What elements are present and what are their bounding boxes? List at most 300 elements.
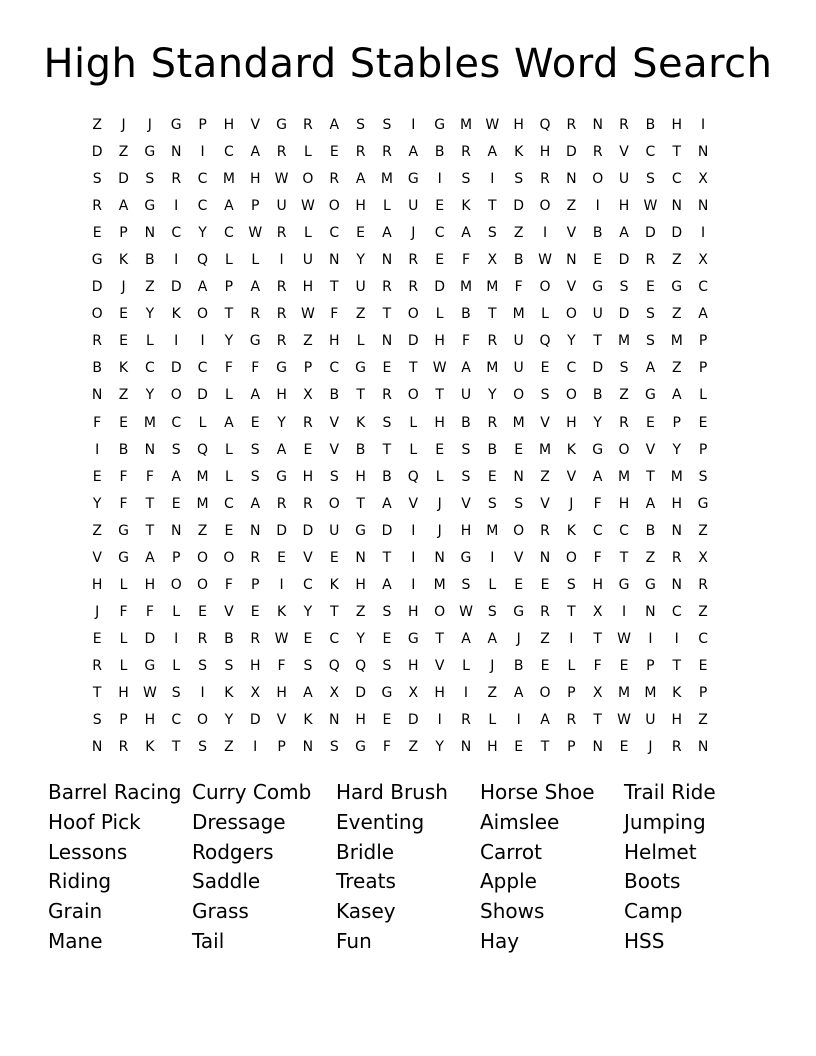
grid-letter: B bbox=[513, 657, 524, 674]
grid-letter: E bbox=[382, 360, 392, 377]
grid-letter: S bbox=[461, 576, 471, 593]
grid-letter: N bbox=[697, 144, 709, 161]
grid-letter: C bbox=[592, 522, 603, 539]
grid-letter: S bbox=[145, 171, 155, 188]
grid-letter: J bbox=[437, 522, 442, 539]
grid-letter: U bbox=[302, 252, 314, 269]
grid-letter: R bbox=[645, 252, 656, 269]
grid-letter: U bbox=[592, 306, 603, 323]
grid-letter: T bbox=[356, 387, 365, 404]
grid-letter: L bbox=[356, 333, 365, 350]
grid-letter: A bbox=[171, 468, 181, 485]
grid-letter: C bbox=[698, 630, 708, 647]
grid-letter: F bbox=[119, 468, 128, 485]
grid-letter: L bbox=[488, 576, 497, 593]
grid-letter: G bbox=[460, 549, 472, 566]
grid-letter: H bbox=[671, 117, 682, 133]
grid-letter: K bbox=[118, 360, 129, 377]
grid-letter: Y bbox=[356, 630, 365, 647]
grid-letter: T bbox=[171, 739, 181, 756]
grid-letter: N bbox=[671, 576, 682, 593]
grid-letter: B bbox=[382, 468, 392, 485]
grid-letter: G bbox=[592, 441, 604, 458]
grid-letter: K bbox=[514, 144, 524, 161]
grid-letter: O bbox=[539, 279, 551, 296]
grid-letter: L bbox=[119, 657, 128, 674]
grid-letter: Z bbox=[671, 252, 682, 269]
grid-letter: C bbox=[619, 522, 629, 539]
grid-letter: M bbox=[222, 171, 235, 188]
grid-letter: X bbox=[408, 684, 419, 701]
grid-letter: D bbox=[618, 306, 630, 323]
grid-letter: D bbox=[671, 225, 683, 242]
grid-letter: R bbox=[619, 414, 629, 431]
grid-letter: Z bbox=[355, 306, 366, 323]
grid-letter: S bbox=[487, 225, 497, 242]
grid-letter: E bbox=[250, 603, 260, 620]
grid-letter: B bbox=[145, 252, 155, 269]
grid-letter: L bbox=[488, 712, 497, 729]
grid-letter: R bbox=[566, 117, 577, 133]
grid-letter: L bbox=[567, 657, 576, 674]
grid-letter: M bbox=[644, 684, 657, 701]
grid-letter: V bbox=[303, 549, 313, 566]
grid-letter: W bbox=[643, 198, 658, 215]
grid-letter: E bbox=[619, 739, 629, 756]
grid-letter: J bbox=[648, 739, 653, 756]
grid-letter: P bbox=[303, 360, 313, 377]
word-list-item: Kasey bbox=[336, 899, 396, 924]
grid-letter: N bbox=[566, 171, 577, 188]
word-list-item: Dressage bbox=[192, 809, 286, 834]
grid-letter: P bbox=[198, 117, 207, 133]
grid-letter: X bbox=[698, 171, 708, 188]
word-list bbox=[48, 778, 768, 957]
word-list-item: Apple bbox=[480, 869, 537, 894]
grid-letter: D bbox=[618, 252, 630, 269]
grid-letter: X bbox=[592, 603, 603, 620]
grid-letter: R bbox=[540, 603, 550, 620]
grid-letter: C bbox=[566, 360, 577, 377]
grid-letter: B bbox=[329, 387, 340, 404]
grid-letter: E bbox=[540, 576, 550, 593]
grid-letter: Q bbox=[197, 441, 209, 458]
grid-letter: D bbox=[197, 387, 208, 404]
grid-letter: N bbox=[91, 387, 103, 404]
grid-letter: Y bbox=[198, 225, 207, 242]
grid-letter: U bbox=[618, 171, 630, 188]
grid-letter: H bbox=[302, 279, 314, 296]
grid-letter: E bbox=[645, 414, 655, 431]
grid-letter: B bbox=[645, 522, 656, 539]
grid-letter: O bbox=[328, 495, 340, 512]
grid-letter: T bbox=[329, 279, 339, 296]
grid-letter: S bbox=[461, 468, 471, 485]
grid-letter: P bbox=[251, 576, 260, 593]
grid-letter: P bbox=[277, 739, 286, 756]
grid-letter: H bbox=[276, 684, 287, 701]
grid-letter: U bbox=[513, 360, 524, 377]
grid-letter: V bbox=[92, 549, 102, 566]
grid-letter: M bbox=[618, 333, 631, 350]
grid-letter: C bbox=[671, 603, 682, 620]
grid-letter: E bbox=[92, 630, 102, 647]
grid-letter: P bbox=[672, 414, 681, 431]
grid-letter: I bbox=[174, 252, 179, 269]
grid-letter: E bbox=[619, 657, 629, 674]
grid-letter: R bbox=[276, 306, 287, 323]
grid-letter: E bbox=[593, 252, 603, 269]
grid-letter: R bbox=[197, 630, 208, 647]
grid-letter: A bbox=[329, 117, 340, 133]
grid-letter: N bbox=[539, 549, 551, 566]
grid-letter: C bbox=[671, 171, 682, 188]
grid-letter: E bbox=[514, 739, 524, 756]
grid-letter: G bbox=[91, 252, 103, 269]
grid-letter: H bbox=[118, 684, 129, 701]
grid-letter: T bbox=[356, 495, 365, 512]
grid-letter: T bbox=[92, 684, 102, 701]
grid-letter: N bbox=[144, 441, 156, 458]
grid-letter: V bbox=[329, 414, 340, 431]
grid-letter: S bbox=[645, 306, 655, 323]
grid-letter: T bbox=[145, 495, 155, 512]
grid-letter: T bbox=[435, 387, 444, 404]
grid-letter: I bbox=[569, 630, 574, 647]
grid-letter: B bbox=[224, 630, 234, 647]
grid-letter: K bbox=[118, 252, 129, 269]
grid-letter: D bbox=[381, 522, 393, 539]
grid-letter: D bbox=[118, 171, 129, 188]
grid-letter: M bbox=[433, 576, 446, 593]
grid-letter: N bbox=[170, 522, 182, 539]
grid-letter: E bbox=[119, 333, 128, 350]
grid-letter: M bbox=[618, 468, 631, 485]
grid-letter: V bbox=[513, 549, 524, 566]
grid-letter: G bbox=[407, 630, 419, 647]
grid-letter: A bbox=[250, 279, 261, 296]
grid-letter: K bbox=[145, 739, 155, 756]
grid-letter: A bbox=[461, 225, 471, 242]
grid-letter: L bbox=[224, 252, 233, 269]
grid-letter: S bbox=[198, 657, 207, 674]
grid-letter: E bbox=[645, 279, 655, 296]
grid-letter: M bbox=[380, 171, 393, 188]
grid-letter: W bbox=[459, 603, 473, 620]
grid-letter: E bbox=[514, 441, 524, 458]
grid-letter: C bbox=[303, 576, 313, 593]
grid-letter: N bbox=[566, 252, 577, 269]
grid-letter: A bbox=[408, 144, 419, 161]
grid-letter: I bbox=[411, 576, 416, 593]
grid-letter: I bbox=[437, 712, 442, 729]
grid-letter: F bbox=[514, 279, 523, 296]
word-list-item: Hoof Pick bbox=[48, 809, 141, 834]
grid-letter: O bbox=[407, 387, 419, 404]
grid-letter: L bbox=[224, 387, 233, 404]
grid-letter: O bbox=[539, 684, 551, 701]
grid-letter: E bbox=[382, 630, 392, 647]
grid-letter: I bbox=[542, 225, 548, 242]
grid-letter: O bbox=[513, 522, 525, 539]
grid-letter: A bbox=[382, 225, 392, 242]
grid-letter: W bbox=[538, 252, 552, 269]
grid-letter: A bbox=[250, 144, 261, 161]
word-list-item: Hay bbox=[480, 928, 520, 953]
grid-letter: A bbox=[197, 279, 208, 296]
grid-letter: P bbox=[171, 549, 181, 566]
grid-letter: F bbox=[251, 360, 260, 377]
grid-letter: P bbox=[567, 684, 576, 701]
grid-letter: Z bbox=[645, 549, 656, 566]
grid-letter: F bbox=[330, 306, 339, 323]
word-list-item: Jumping bbox=[624, 809, 706, 834]
grid-letter: V bbox=[566, 468, 577, 485]
grid-letter: L bbox=[119, 576, 128, 593]
grid-letter: P bbox=[698, 684, 708, 701]
grid-letter: A bbox=[645, 495, 656, 512]
word-list-item: Riding bbox=[48, 869, 112, 894]
grid-letter: Y bbox=[92, 495, 102, 512]
grid-letter: I bbox=[463, 684, 469, 701]
grid-letter: Z bbox=[540, 630, 550, 647]
grid-letter: E bbox=[329, 549, 339, 566]
grid-letter: H bbox=[144, 712, 156, 729]
grid-letter: H bbox=[355, 468, 366, 485]
grid-letter: H bbox=[618, 198, 630, 215]
grid-letter: U bbox=[460, 387, 472, 404]
grid-letter: I bbox=[621, 603, 627, 620]
grid-letter: R bbox=[276, 144, 287, 161]
grid-letter: T bbox=[672, 144, 682, 161]
grid-letter: A bbox=[382, 576, 392, 593]
grid-letter: D bbox=[276, 522, 287, 539]
grid-letter: C bbox=[197, 171, 208, 188]
grid-letter: V bbox=[434, 657, 445, 674]
grid-letter: R bbox=[250, 306, 261, 323]
grid-letter: R bbox=[355, 144, 366, 161]
grid-letter: M bbox=[459, 117, 473, 133]
grid-letter: H bbox=[434, 333, 445, 350]
grid-letter: I bbox=[174, 630, 179, 647]
grid-letter: S bbox=[329, 468, 339, 485]
grid-letter: R bbox=[698, 576, 708, 593]
grid-letter: L bbox=[409, 414, 418, 431]
grid-letter: W bbox=[301, 306, 315, 323]
grid-letter: Z bbox=[303, 333, 313, 350]
grid-letter: Y bbox=[224, 712, 234, 729]
grid-letter: N bbox=[249, 522, 261, 539]
grid-letter: V bbox=[566, 225, 577, 242]
grid-letter: X bbox=[487, 252, 498, 269]
grid-letter: G bbox=[276, 468, 287, 485]
grid-letter: S bbox=[382, 117, 392, 133]
grid-letter: U bbox=[276, 198, 287, 215]
grid-letter: I bbox=[411, 549, 416, 566]
grid-letter: R bbox=[276, 333, 287, 350]
grid-letter: M bbox=[512, 414, 525, 431]
grid-letter: I bbox=[437, 171, 442, 188]
grid-letter: W bbox=[301, 198, 315, 215]
grid-letter: F bbox=[593, 495, 602, 512]
word-list-item: Fun bbox=[336, 928, 372, 953]
grid-letter: X bbox=[592, 684, 603, 701]
grid-letter: G bbox=[249, 333, 261, 350]
grid-letter: A bbox=[487, 630, 498, 647]
grid-letter: V bbox=[250, 117, 261, 133]
grid-letter: Y bbox=[435, 739, 444, 756]
grid-letter: B bbox=[487, 441, 498, 458]
grid-letter: W bbox=[274, 630, 289, 647]
grid-letter: H bbox=[513, 117, 524, 133]
grid-letter: T bbox=[593, 333, 602, 350]
grid-letter: N bbox=[671, 198, 682, 215]
grid-letter: W bbox=[617, 630, 631, 647]
grid-letter: M bbox=[143, 414, 156, 431]
grid-letter: A bbox=[145, 549, 155, 566]
grid-letter: L bbox=[462, 657, 470, 674]
grid-letter: L bbox=[435, 306, 444, 323]
grid-letter: G bbox=[170, 117, 182, 133]
grid-letter: S bbox=[198, 739, 207, 756]
grid-letter: W bbox=[432, 360, 447, 377]
word-list-item: Carrot bbox=[480, 839, 542, 864]
grid-letter: A bbox=[698, 306, 708, 323]
grid-letter: T bbox=[409, 360, 418, 377]
grid-letter: U bbox=[329, 522, 340, 539]
grid-letter: P bbox=[646, 657, 655, 674]
grid-letter: Y bbox=[303, 603, 313, 620]
grid-letter: R bbox=[92, 198, 103, 215]
grid-letter: L bbox=[435, 468, 444, 485]
grid-letter: R bbox=[408, 279, 419, 296]
grid-letter: F bbox=[224, 576, 233, 593]
grid-letter: H bbox=[408, 657, 419, 674]
grid-letter: O bbox=[197, 306, 209, 323]
grid-letter: T bbox=[672, 657, 682, 674]
grid-letter: L bbox=[224, 441, 233, 458]
grid-letter: S bbox=[619, 360, 629, 377]
grid-letter: E bbox=[540, 360, 550, 377]
grid-letter: M bbox=[538, 441, 552, 458]
grid-letter: N bbox=[302, 739, 314, 756]
grid-letter: J bbox=[147, 117, 152, 133]
grid-letter: E bbox=[540, 657, 550, 674]
grid-letter: G bbox=[407, 171, 419, 188]
grid-letter: Y bbox=[356, 252, 365, 269]
grid-letter: D bbox=[355, 684, 366, 701]
grid-letter: T bbox=[567, 603, 576, 620]
grid-letter: N bbox=[697, 198, 709, 215]
grid-letter: E bbox=[487, 468, 497, 485]
grid-letter: V bbox=[408, 495, 419, 512]
grid-letter: O bbox=[513, 387, 525, 404]
grid-letter: O bbox=[91, 306, 103, 323]
grid-letter: O bbox=[197, 576, 209, 593]
grid-letter: P bbox=[251, 198, 260, 215]
grid-letter: Z bbox=[92, 117, 102, 133]
grid-letter: U bbox=[513, 333, 524, 350]
grid-letter: W bbox=[617, 712, 631, 729]
grid-letter: Q bbox=[355, 657, 367, 674]
grid-letter: E bbox=[435, 441, 445, 458]
grid-letter: N bbox=[329, 252, 340, 269]
grid-letter: H bbox=[671, 712, 682, 729]
grid-letter: M bbox=[670, 333, 683, 350]
grid-letter: L bbox=[304, 225, 312, 242]
grid-letter: G bbox=[144, 657, 156, 674]
word-list-item: Horse Shoe bbox=[480, 780, 595, 804]
grid-letter: G bbox=[592, 279, 604, 296]
grid-letter: M bbox=[486, 279, 499, 296]
grid-letter: K bbox=[224, 684, 234, 701]
grid-letter: Z bbox=[355, 603, 366, 620]
grid-letter: T bbox=[488, 306, 497, 323]
grid-letter: R bbox=[461, 144, 471, 161]
grid-letter: S bbox=[329, 739, 339, 756]
grid-letter: A bbox=[461, 630, 471, 647]
grid-letter: E bbox=[698, 414, 708, 431]
grid-letter: D bbox=[170, 360, 182, 377]
grid-letter: E bbox=[303, 441, 313, 458]
grid-letter: R bbox=[171, 171, 182, 188]
grid-letter: G bbox=[671, 279, 683, 296]
grid-letter: G bbox=[276, 117, 287, 133]
grid-letter: Z bbox=[671, 306, 682, 323]
grid-letter: I bbox=[200, 333, 205, 350]
grid-letter: C bbox=[698, 279, 708, 296]
grid-letter: G bbox=[276, 360, 287, 377]
grid-letter: H bbox=[618, 495, 630, 512]
grid-letter: S bbox=[250, 441, 260, 458]
grid-letter: J bbox=[490, 657, 495, 674]
grid-letter: G bbox=[355, 360, 367, 377]
grid-letter: I bbox=[648, 630, 653, 647]
grid-letter: Q bbox=[197, 252, 209, 269]
grid-letter: C bbox=[224, 144, 234, 161]
grid-letter: C bbox=[171, 225, 182, 242]
grid-letter: E bbox=[435, 198, 445, 215]
grid-letter: E bbox=[329, 144, 339, 161]
grid-letter: R bbox=[540, 171, 550, 188]
grid-letter: R bbox=[276, 495, 287, 512]
grid-letter: Z bbox=[224, 739, 234, 756]
grid-letter: Z bbox=[487, 684, 498, 701]
grid-letter: O bbox=[539, 198, 551, 215]
grid-letter: X bbox=[698, 252, 708, 269]
grid-letter: M bbox=[486, 360, 499, 377]
word-list-item: Treats bbox=[336, 869, 396, 894]
grid-letter: R bbox=[671, 739, 682, 756]
grid-letter: G bbox=[118, 549, 129, 566]
grid-letter: H bbox=[434, 684, 445, 701]
word-list-item: Boots bbox=[624, 869, 681, 894]
grid-letter: O bbox=[170, 387, 182, 404]
grid-letter: B bbox=[355, 441, 366, 458]
grid-letter: Z bbox=[92, 522, 102, 539]
grid-letter: I bbox=[411, 117, 416, 133]
grid-letter: U bbox=[408, 198, 419, 215]
grid-letter: H bbox=[434, 414, 445, 431]
grid-letter: Y bbox=[145, 387, 155, 404]
grid-letter: Z bbox=[118, 387, 129, 404]
grid-letter: E bbox=[171, 495, 181, 512]
grid-letter: V bbox=[329, 441, 340, 458]
word-list-item: Aimslee bbox=[480, 809, 560, 834]
word-list-item: Grain bbox=[48, 899, 103, 924]
grid-letter: Z bbox=[698, 522, 708, 539]
grid-letter: T bbox=[435, 630, 444, 647]
